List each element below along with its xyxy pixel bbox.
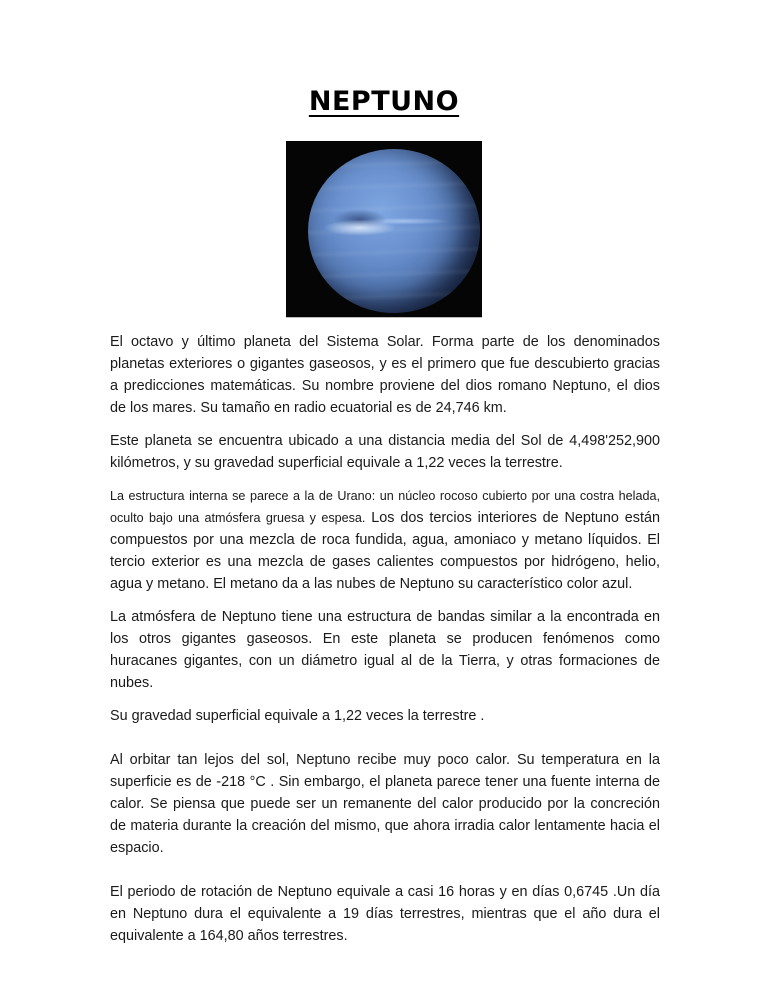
paragraph-atmosphere: La atmósfera de Neptuno tiene una estructura de bandas similar a la encontrada en los otros gigantes gaseosos. En este planeta se producen fenómenos como huracanes gigantes, con un diámetro igual al de la Tierra, y otras formaciones de nubes. xyxy=(110,609,660,691)
paragraph-rotation: El periodo de rotación de Neptuno equivale a casi 16 horas y en días 0,6745 .Un día en Neptuno dura el equivalente a 19 días terrestres, mientras que el año dura el equivalente a 164,80 años terrestres. xyxy=(110,884,660,944)
paragraph-structure-normal: Los dos tercios interiores de Neptuno están compuestos por una mezcla de roca fundida, agua, amoniaco y metano líquidos. El tercio exterior es una mezcla de gases calientes compuestos por hidrógeno, helio, agua y metano. El metano da a las nubes de Neptuno su característico color azul. xyxy=(110,510,660,592)
paragraph-temperature: Al orbitar tan lejos del sol, Neptuno recibe muy poco calor. Su temperatura en la superficie es de -218 °C . Sin embargo, el planeta parece tener una fuente interna de calor. Se piensa que puede ser un remanente del calor producido por la concreción de materia durante la creación del mismo, que ahora irradia calor lentamente hacia el espacio. xyxy=(110,752,660,856)
document-body xyxy=(110,331,660,958)
paragraph-structure-small: La estructura interna se parece a la de Urano: un núcleo rocoso cubierto por una costra helada, oculto bajo una atmósfera gruesa y espesa. xyxy=(110,489,660,525)
paragraph-structure xyxy=(110,485,660,595)
paragraph-distance: Este planeta se encuentra ubicado a una distancia media del Sol de 4,498'252,900 kilómetros, y su gravedad superficial equivale a 1,22 veces la terrestre. xyxy=(110,433,660,471)
neptune-image xyxy=(286,141,482,318)
paragraph-gravity: Su gravedad superficial equivale a 1,22 veces la terrestre . xyxy=(110,708,485,724)
page-title xyxy=(0,86,768,117)
paragraph-intro: El octavo y último planeta del Sistema Solar. Forma parte de los denominados planetas exteriores o gigantes gaseosos, y es el primero que fue descubierto gracias a predicciones matemáticas. Su nombre proviene del dios romano Neptuno, el dios de los mares. Su tamaño en radio ecuatorial es de 24,746 km. xyxy=(110,334,660,416)
neptune-planet-icon xyxy=(308,149,480,313)
title-text: NEPTUNO xyxy=(308,86,460,117)
